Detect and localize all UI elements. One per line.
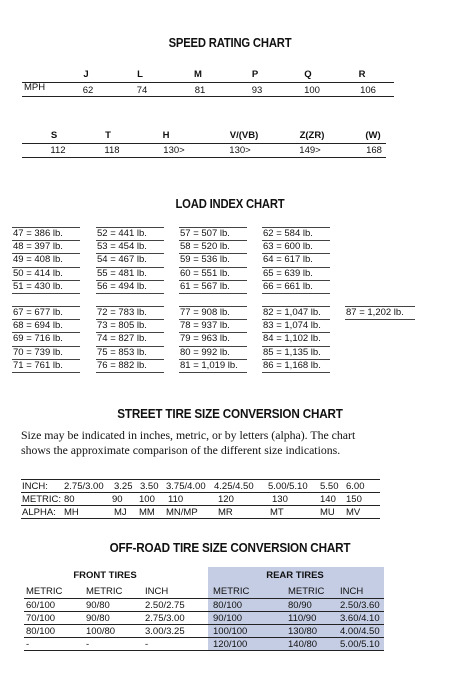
street-cell: 2.75/3.00 bbox=[64, 481, 104, 492]
front-tire-cell: - bbox=[86, 639, 90, 650]
front-column-header: INCH bbox=[145, 586, 169, 597]
speed-rule bbox=[22, 82, 394, 83]
street-rule bbox=[21, 492, 380, 493]
speed-rule bbox=[22, 96, 394, 97]
load-index-entry: 65 = 639 lb. bbox=[263, 267, 313, 279]
speed-rule bbox=[22, 143, 386, 144]
load-index-entry: 50 = 414 lb. bbox=[13, 267, 63, 279]
speed-value: 112 bbox=[50, 145, 66, 156]
rear-tire-cell: 5.00/5.10 bbox=[340, 639, 380, 650]
street-cell: MH bbox=[64, 507, 79, 518]
street-rule bbox=[21, 518, 380, 519]
rear-tire-cell: 110/90 bbox=[288, 613, 317, 624]
offroad-rule bbox=[24, 611, 384, 612]
load-index-entry: 58 = 520 lb. bbox=[180, 241, 230, 253]
load-index-entry: 63 = 600 lb. bbox=[263, 241, 313, 253]
load-index-entry: 82 = 1,047 lb. bbox=[263, 307, 321, 318]
street-cell: 100 bbox=[139, 494, 155, 505]
load-index-entry: 69 = 716 lb. bbox=[13, 333, 63, 345]
street-row-label: INCH: bbox=[22, 481, 48, 492]
load-rule bbox=[345, 319, 415, 320]
speed-header: P bbox=[251, 69, 259, 80]
load-rule bbox=[12, 293, 80, 294]
street-cell: MR bbox=[218, 507, 233, 518]
speed-header: (W) bbox=[365, 130, 381, 141]
street-description bbox=[21, 428, 366, 458]
load-index-entry: 79 = 963 lb. bbox=[180, 333, 230, 345]
rear-tire-cell: 80/90 bbox=[288, 600, 312, 611]
load-rule bbox=[96, 372, 164, 373]
load-index-entry: 74 = 827 lb. bbox=[97, 333, 147, 345]
load-rule bbox=[262, 372, 330, 373]
load-index-entry: 84 = 1,102 lb. bbox=[263, 333, 321, 345]
load-rule bbox=[179, 372, 247, 373]
speed-header: M bbox=[194, 69, 202, 80]
speed-value: 93 bbox=[251, 85, 263, 96]
street-description-text: Size may be indicated in inches, metric, or by letters (alpha). The chart shows the approximate comparison of the different size indications. bbox=[21, 428, 356, 457]
street-row-label: ALPHA: bbox=[22, 507, 56, 518]
street-tire-title: STREET TIRE SIZE CONVERSION CHART bbox=[117, 406, 343, 421]
rear-tire-cell: 120/100 bbox=[213, 639, 248, 650]
street-cell: 6.00 bbox=[346, 481, 365, 492]
street-cell: 120 bbox=[218, 494, 234, 505]
offroad-rule bbox=[24, 598, 384, 599]
street-cell: 130 bbox=[272, 494, 288, 505]
front-tire-cell: - bbox=[145, 639, 149, 650]
street-cell: 140 bbox=[320, 494, 336, 505]
speed-value: 168 bbox=[366, 145, 382, 156]
street-cell: 4.25/4.50 bbox=[214, 481, 254, 492]
rear-column-header: INCH bbox=[340, 586, 364, 597]
load-index-entry: 68 = 694 lb. bbox=[13, 320, 63, 332]
load-index-entry: 66 = 661 lb. bbox=[263, 280, 313, 292]
speed-header: Q bbox=[304, 69, 312, 80]
load-index-entry: 49 = 408 lb. bbox=[13, 254, 63, 266]
load-index-entry: 86 = 1,168 lb. bbox=[263, 359, 321, 371]
speed-value: 130> bbox=[229, 145, 251, 156]
rear-tire-cell: 140/80 bbox=[288, 639, 318, 650]
front-column-header: METRIC bbox=[86, 586, 123, 597]
street-rule bbox=[21, 505, 380, 506]
load-rule bbox=[96, 293, 164, 294]
street-cell: 3.50 bbox=[140, 481, 159, 492]
load-rule bbox=[179, 293, 247, 294]
rear-tire-cell: 3.60/4.10 bbox=[340, 613, 380, 624]
front-tire-cell: - bbox=[26, 639, 30, 650]
front-tire-cell: 100/80 bbox=[86, 626, 116, 637]
front-tire-cell: 60/100 bbox=[26, 600, 56, 611]
load-index-entry: 57 = 507 lb. bbox=[180, 228, 230, 239]
load-index-entry: 53 = 454 lb. bbox=[97, 241, 147, 253]
load-rule bbox=[262, 293, 330, 294]
street-cell: MT bbox=[270, 507, 284, 518]
load-index-entry: 60 = 551 lb. bbox=[180, 267, 230, 279]
load-index-entry: 54 = 467 lb. bbox=[97, 254, 147, 266]
speed-header: L bbox=[137, 69, 143, 80]
front-tire-cell: 2.75/3.00 bbox=[145, 613, 185, 624]
rear-column-header: METRIC bbox=[213, 586, 250, 597]
offroad-rule bbox=[24, 650, 384, 651]
rear-tire-cell: 2.50/3.60 bbox=[340, 600, 380, 611]
load-index-entry: 71 = 761 lb. bbox=[13, 359, 63, 371]
speed-rule bbox=[22, 157, 386, 158]
load-index-entry: 62 = 584 lb. bbox=[263, 228, 313, 239]
speed-header: S bbox=[50, 130, 58, 141]
speed-value: 106 bbox=[360, 85, 376, 96]
offroad-rule bbox=[24, 637, 384, 638]
offroad-tire-title: OFF-ROAD TIRE SIZE CONVERSION CHART bbox=[109, 540, 351, 555]
load-index-entry: 59 = 536 lb. bbox=[180, 254, 230, 266]
speed-value: 118 bbox=[104, 145, 120, 156]
load-index-entry: 76 = 882 lb. bbox=[97, 359, 147, 371]
speed-value: 149> bbox=[299, 145, 321, 156]
speed-rating-title: SPEED RATING CHART bbox=[168, 36, 292, 50]
load-index-entry: 56 = 494 lb. bbox=[97, 280, 147, 292]
speed-header: H bbox=[162, 130, 170, 141]
load-index-entry: 75 = 853 lb. bbox=[97, 346, 147, 358]
front-tire-cell: 2.50/2.75 bbox=[145, 600, 185, 611]
front-tire-cell: 70/100 bbox=[26, 613, 56, 624]
street-cell: MV bbox=[346, 507, 361, 518]
speed-value: 130> bbox=[163, 145, 185, 156]
load-index-entry: 83 = 1,074 lb. bbox=[263, 320, 321, 332]
street-cell: 90 bbox=[112, 494, 123, 505]
street-cell: MJ bbox=[114, 507, 127, 518]
speed-value: 74 bbox=[136, 85, 148, 96]
rear-tires-label: REAR TIRES bbox=[266, 570, 324, 581]
load-index-entry: 51 = 430 lb. bbox=[13, 280, 63, 292]
street-cell: 3.75/4.00 bbox=[166, 481, 206, 492]
street-cell: MN/MP bbox=[166, 507, 198, 518]
street-cell: 80 bbox=[64, 494, 75, 505]
load-index-entry: 64 = 617 lb. bbox=[263, 254, 313, 266]
rear-tire-cell: 130/80 bbox=[288, 626, 318, 637]
speed-value: 62 bbox=[82, 85, 94, 96]
rear-tire-cell: 90/100 bbox=[213, 613, 243, 624]
speed-header: J bbox=[83, 69, 89, 80]
street-cell: 110 bbox=[168, 494, 184, 505]
load-index-entry: 48 = 397 lb. bbox=[13, 241, 63, 253]
load-rule bbox=[12, 372, 80, 373]
street-rule bbox=[21, 479, 380, 480]
load-index-entry: 47 = 386 lb. bbox=[13, 228, 63, 239]
street-row-label: METRIC: bbox=[22, 494, 62, 505]
street-cell: MU bbox=[320, 507, 335, 518]
speed-header: V/(VB) bbox=[229, 130, 259, 141]
load-index-entry: 67 = 677 lb. bbox=[13, 307, 63, 318]
load-index-entry: 78 = 937 lb. bbox=[180, 320, 230, 332]
street-cell: MM bbox=[139, 507, 155, 518]
load-index-entry: 77 = 908 lb. bbox=[180, 307, 230, 318]
front-column-header: METRIC bbox=[26, 586, 63, 597]
mph-label: MPH bbox=[24, 82, 46, 93]
load-index-entry: 70 = 739 lb. bbox=[13, 346, 63, 358]
load-index-entry: 72 = 783 lb. bbox=[97, 307, 147, 318]
front-tires-label: FRONT TIRES bbox=[73, 570, 137, 581]
front-tire-cell: 90/80 bbox=[86, 613, 110, 624]
front-tire-cell: 3.00/3.25 bbox=[145, 626, 185, 637]
front-tire-cell: 90/80 bbox=[86, 600, 110, 611]
load-index-entry: 61 = 567 lb. bbox=[180, 280, 230, 292]
street-cell: 5.50 bbox=[320, 481, 339, 492]
rear-tire-cell: 4.00/4.50 bbox=[340, 626, 380, 637]
speed-value: 100 bbox=[304, 85, 320, 96]
load-index-entry: 81 = 1,019 lb. bbox=[180, 359, 238, 371]
rear-column-header: METRIC bbox=[288, 586, 325, 597]
speed-header: T bbox=[105, 130, 111, 141]
load-index-entry: 85 = 1,135 lb. bbox=[263, 346, 321, 358]
load-index-entry: 55 = 481 lb. bbox=[97, 267, 147, 279]
street-cell: 3.25 bbox=[114, 481, 133, 492]
speed-header: Z(ZR) bbox=[299, 130, 325, 141]
street-cell: 5.00/5.10 bbox=[268, 481, 308, 492]
load-index-entry: 73 = 805 lb. bbox=[97, 320, 147, 332]
load-index-entry: 87 = 1,202 lb. bbox=[346, 307, 404, 318]
street-cell: 150 bbox=[346, 494, 362, 505]
speed-header: R bbox=[358, 69, 366, 80]
rear-tire-cell: 80/100 bbox=[213, 600, 243, 611]
speed-value: 81 bbox=[194, 85, 206, 96]
load-index-entry: 80 = 992 lb. bbox=[180, 346, 230, 358]
rear-tire-cell: 100/100 bbox=[213, 626, 248, 637]
front-tire-cell: 80/100 bbox=[26, 626, 56, 637]
load-index-entry: 52 = 441 lb. bbox=[97, 228, 147, 239]
offroad-rule bbox=[24, 624, 384, 625]
load-index-title: LOAD INDEX CHART bbox=[175, 197, 285, 211]
